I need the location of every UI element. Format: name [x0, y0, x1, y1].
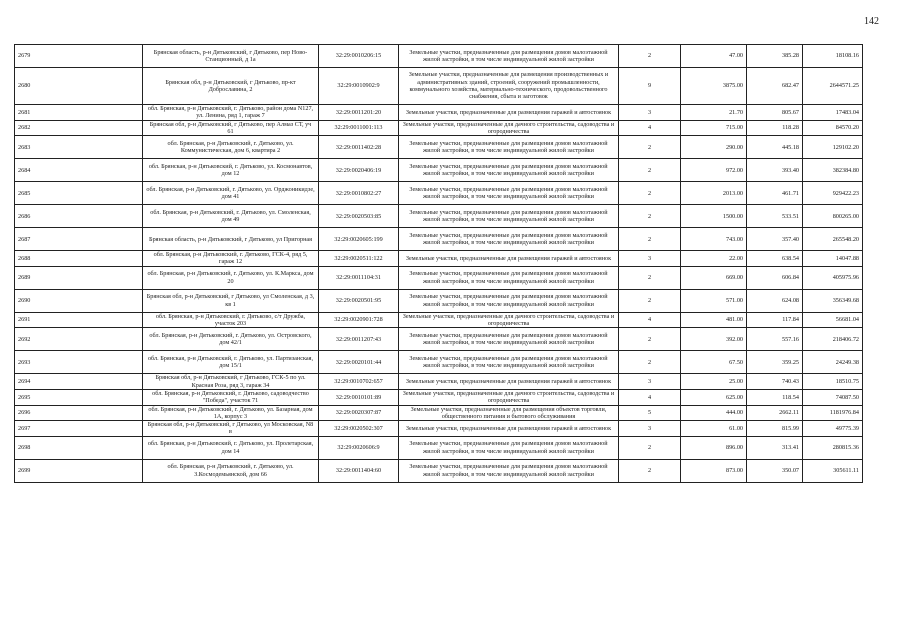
cadastral-number-cell: 32:29:0010206:15	[319, 45, 399, 68]
category-cell: 5	[619, 405, 681, 421]
page-number: 142	[864, 16, 879, 27]
row-number: 2691	[15, 312, 143, 328]
area-cell: 3875.00	[681, 68, 747, 105]
land-use-cell: Земельные участки, предназначенные для размещения домов малоэтажной жилой застройки, в том числе индивидуальной жилой застройки	[399, 159, 619, 182]
cadastral-number-cell: 32:29:0020901:728	[319, 312, 399, 328]
cadastral-number-cell: 32:29:0010802:27	[319, 182, 399, 205]
address-cell: обл. Брянская, р-н Дятьковский, г. Дятьково, садоводчество "Победа", участок 71	[143, 389, 319, 405]
row-number: 2680	[15, 68, 143, 105]
table-row	[15, 266, 863, 289]
specific-value-cell: 740.43	[747, 374, 803, 390]
cadastral-value-cell: 49775.39	[803, 421, 863, 437]
cadastral-number-cell: 32:29:0011402:28	[319, 136, 399, 159]
address-cell: Брянская обл, р-н Дятьковский, г Дятьково, ГСК-5 по ул. Красная Роза, ряд 3, гараж 34	[143, 374, 319, 390]
area-cell: 625.00	[681, 389, 747, 405]
row-number: 2686	[15, 205, 143, 228]
cadastral-number-cell: 32:29:0010702:657	[319, 374, 399, 390]
area-cell: 47.00	[681, 45, 747, 68]
address-cell: обл. Брянская, р-н Дятьковский, г. Дятьково, ул. Смоленская, дом 49	[143, 205, 319, 228]
cadastral-number-cell: 32:29:0011201:20	[319, 105, 399, 121]
area-cell: 392.00	[681, 328, 747, 351]
area-cell: 669.00	[681, 266, 747, 289]
table-row	[15, 228, 863, 251]
land-use-cell: Земельные участки, предназначенные для дачного строительства, садоводства и огородничества	[399, 120, 619, 136]
category-cell: 2	[619, 266, 681, 289]
category-cell: 3	[619, 374, 681, 390]
category-cell: 2	[619, 436, 681, 459]
cadastral-number-cell: 32:29:0020101:44	[319, 351, 399, 374]
address-cell: Брянская область, р-н Дятьковский, г Дятьково, пер Ново-Станционный, д 1а	[143, 45, 319, 68]
specific-value-cell: 682.47	[747, 68, 803, 105]
row-number: 2684	[15, 159, 143, 182]
specific-value-cell: 445.18	[747, 136, 803, 159]
area-cell: 1500.00	[681, 205, 747, 228]
category-cell: 2	[619, 205, 681, 228]
specific-value-cell: 118.54	[747, 389, 803, 405]
cadastral-number-cell: 32:29:0011207:43	[319, 328, 399, 351]
cadastral-number-cell: 32:29:0020502:307	[319, 421, 399, 437]
land-use-cell: Земельные участки, предназначенные для размещения домов малоэтажной жилой застройки, в том числе индивидуальной жилой застройки	[399, 136, 619, 159]
table-row	[15, 205, 863, 228]
land-use-cell: Земельные участки, предназначенные для размещения домов малоэтажной жилой застройки, в том числе индивидуальной жилой застройки	[399, 266, 619, 289]
address-cell: Брянская обл, р-н Дятьковский, г Дятьково, ул Смоленская, д 3, кв 1	[143, 289, 319, 312]
address-cell: Брянская обл, р-н Дятьковский, г Дятьково, пер Алмаз СТ, уч 61	[143, 120, 319, 136]
specific-value-cell: 461.71	[747, 182, 803, 205]
table-row	[15, 328, 863, 351]
table-row	[15, 374, 863, 390]
cadastral-value-cell: 56681.04	[803, 312, 863, 328]
cadastral-value-cell: 382384.80	[803, 159, 863, 182]
address-cell: Брянская область, р-н Дятьковский, г Дятьково, ул Пригорная	[143, 228, 319, 251]
cadastral-number-cell: 32:29:0011404:60	[319, 459, 399, 482]
table-row	[15, 68, 863, 105]
cadastral-value-cell: 1181976.84	[803, 405, 863, 421]
category-cell: 2	[619, 289, 681, 312]
specific-value-cell: 606.84	[747, 266, 803, 289]
land-use-cell: Земельные участки, предназначенные для размещения домов малоэтажной жилой застройки, в том числе индивидуальной жилой застройки	[399, 45, 619, 68]
address-cell: обл. Брянская, р-н Дятьковский, г. Дятьково, ул. Пролетарская, дом 14	[143, 436, 319, 459]
category-cell: 2	[619, 228, 681, 251]
land-use-cell: Земельные участки, предназначенные для размещения гаражей и автостоянок	[399, 251, 619, 267]
row-number: 2687	[15, 228, 143, 251]
row-number: 2694	[15, 374, 143, 390]
land-use-cell: Земельные участки, предназначенные для размещения домов малоэтажной жилой застройки, в том числе индивидуальной жилой застройки	[399, 228, 619, 251]
area-cell: 896.00	[681, 436, 747, 459]
land-use-cell: Земельные участки, предназначенные для размещения домов малоэтажной жилой застройки, в том числе индивидуальной жилой застройки	[399, 459, 619, 482]
land-use-cell: Земельные участки, предназначенные для размещения домов малоэтажной жилой застройки, в том числе индивидуальной жилой застройки	[399, 289, 619, 312]
specific-value-cell: 393.40	[747, 159, 803, 182]
row-number: 2679	[15, 45, 143, 68]
table-row	[15, 459, 863, 482]
cadastral-number-cell: 32:29:0010902:9	[319, 68, 399, 105]
land-use-cell: Земельные участки, предназначенные для дачного строительства, садоводства и огородничества	[399, 389, 619, 405]
cadastral-value-cell: 280815.36	[803, 436, 863, 459]
row-number: 2693	[15, 351, 143, 374]
cadastral-number-cell: 32:29:0020511:122	[319, 251, 399, 267]
address-cell: Брянская обл, р-н Дятьковский, г Дятьково, ул Московская, N8 в	[143, 421, 319, 437]
table-row	[15, 389, 863, 405]
table-row	[15, 436, 863, 459]
table-row	[15, 405, 863, 421]
land-use-cell: Земельные участки, предназначенные для размещения гаражей и автостоянок	[399, 421, 619, 437]
category-cell: 3	[619, 105, 681, 121]
table-row	[15, 312, 863, 328]
table-row	[15, 105, 863, 121]
area-cell: 571.00	[681, 289, 747, 312]
area-cell: 481.00	[681, 312, 747, 328]
cadastral-number-cell: 32:29:0020605:199	[319, 228, 399, 251]
table-row	[15, 120, 863, 136]
address-cell: обл. Брянская, р-н Дятьковский, г. Дятьково, район дома N127, ул. Ленина, ряд 1, гараж 7	[143, 105, 319, 121]
specific-value-cell: 638.54	[747, 251, 803, 267]
cadastral-number-cell: 32:29:0020606:9	[319, 436, 399, 459]
row-number: 2689	[15, 266, 143, 289]
address-cell: обл. Брянская, р-н Дятьковский, г. Дятьково, ул. Островского, дом 42/1	[143, 328, 319, 351]
category-cell: 4	[619, 389, 681, 405]
area-cell: 715.00	[681, 120, 747, 136]
cadastral-value-cell: 129102.20	[803, 136, 863, 159]
area-cell: 67.50	[681, 351, 747, 374]
cadastral-number-cell: 32:29:0020406:19	[319, 159, 399, 182]
land-use-cell: Земельные участки, предназначенные для размещения объектов торговли, общественного питания и бытового обслуживания	[399, 405, 619, 421]
land-use-cell: Земельные участки, предназначенные для размещения домов малоэтажной жилой застройки, в том числе индивидуальной жилой застройки	[399, 205, 619, 228]
row-number: 2688	[15, 251, 143, 267]
table-row	[15, 159, 863, 182]
address-cell: обл. Брянская, р-н Дятьковский, г. Дятьково, ул. Партизанская, дом 15/1	[143, 351, 319, 374]
area-cell: 290.00	[681, 136, 747, 159]
land-use-cell: Земельные участки, предназначенные для размещения домов малоэтажной жилой застройки, в том числе индивидуальной жилой застройки	[399, 182, 619, 205]
specific-value-cell: 624.08	[747, 289, 803, 312]
area-cell: 21.70	[681, 105, 747, 121]
category-cell: 2	[619, 45, 681, 68]
land-use-cell: Земельные участки, предназначенные для размещения домов малоэтажной жилой застройки, в том числе индивидуальной жилой застройки	[399, 351, 619, 374]
row-number: 2681	[15, 105, 143, 121]
table-row	[15, 421, 863, 437]
specific-value-cell: 805.67	[747, 105, 803, 121]
table-row	[15, 351, 863, 374]
area-cell: 25.00	[681, 374, 747, 390]
cadastral-value-cell: 18510.75	[803, 374, 863, 390]
specific-value-cell: 117.84	[747, 312, 803, 328]
cadastral-value-cell: 2644571.25	[803, 68, 863, 105]
cadastral-number-cell: 32:29:0010101:89	[319, 389, 399, 405]
area-cell: 61.00	[681, 421, 747, 437]
cadastral-value-cell: 24249.38	[803, 351, 863, 374]
specific-value-cell: 313.41	[747, 436, 803, 459]
cadastral-number-cell: 32:29:0020307:87	[319, 405, 399, 421]
land-use-cell: Земельные участки, предназначенные для размещения гаражей и автостоянок	[399, 374, 619, 390]
specific-value-cell: 350.07	[747, 459, 803, 482]
specific-value-cell: 357.40	[747, 228, 803, 251]
cadastral-value-cell: 405975.96	[803, 266, 863, 289]
cadastral-number-cell: 32:29:0020501:95	[319, 289, 399, 312]
category-cell: 2	[619, 182, 681, 205]
cadastral-value-cell: 265548.20	[803, 228, 863, 251]
cadastral-number-cell: 32:29:0011104:31	[319, 266, 399, 289]
specific-value-cell: 385.28	[747, 45, 803, 68]
area-cell: 22.00	[681, 251, 747, 267]
specific-value-cell: 359.25	[747, 351, 803, 374]
land-use-cell: Земельные участки, предназначенные для размещения домов малоэтажной жилой застройки, в том числе индивидуальной жилой застройки	[399, 328, 619, 351]
row-number: 2698	[15, 436, 143, 459]
land-use-cell: Земельные участки, предназначенные для размещения гаражей и автостоянок	[399, 105, 619, 121]
row-number: 2682	[15, 120, 143, 136]
row-number: 2690	[15, 289, 143, 312]
cadastral-value-cell: 305611.11	[803, 459, 863, 482]
address-cell: обл. Брянская, р-н Дятьковский, г. Дятьково, ГСК-4, ряд 5, гараж 12	[143, 251, 319, 267]
category-cell: 3	[619, 421, 681, 437]
cadastral-value-cell: 84570.20	[803, 120, 863, 136]
category-cell: 2	[619, 136, 681, 159]
land-use-cell: Земельные участки, предназначенные для размещения домов малоэтажной жилой застройки, в том числе индивидуальной жилой застройки	[399, 436, 619, 459]
address-cell: обл. Брянская, р-н Дятьковский, г. Дятьково, ул. К.Маркса, дом 20	[143, 266, 319, 289]
row-number: 2695	[15, 389, 143, 405]
row-number: 2697	[15, 421, 143, 437]
category-cell: 2	[619, 351, 681, 374]
row-number: 2685	[15, 182, 143, 205]
row-number: 2692	[15, 328, 143, 351]
category-cell: 2	[619, 328, 681, 351]
area-cell: 743.00	[681, 228, 747, 251]
area-cell: 444.00	[681, 405, 747, 421]
table-row	[15, 289, 863, 312]
cadastral-value-cell: 17483.04	[803, 105, 863, 121]
land-registry-table	[14, 44, 863, 483]
specific-value-cell: 2662.11	[747, 405, 803, 421]
cadastral-value-cell: 929422.23	[803, 182, 863, 205]
area-cell: 873.00	[681, 459, 747, 482]
address-cell: обл. Брянская, р-н Дятьковский, г. Дятьково, ул. Космонавтов, дом 12	[143, 159, 319, 182]
address-cell: обл. Брянская, р-н Дятьковский, г. Дятьково, ул. Орджоникидзе, дом 41	[143, 182, 319, 205]
cadastral-value-cell: 356349.68	[803, 289, 863, 312]
row-number: 2683	[15, 136, 143, 159]
table-row	[15, 136, 863, 159]
address-cell: обл. Брянская, р-н Дятьковский, г. Дятьково, ул. З.Космодемьянской, дом 66	[143, 459, 319, 482]
specific-value-cell: 118.28	[747, 120, 803, 136]
cadastral-value-cell: 14047.88	[803, 251, 863, 267]
category-cell: 3	[619, 251, 681, 267]
address-cell: Брянская обл, р-н Дятьковский, г Дятьково, пр-кт Доброславина, 2	[143, 68, 319, 105]
row-number: 2699	[15, 459, 143, 482]
category-cell: 2	[619, 159, 681, 182]
specific-value-cell: 557.16	[747, 328, 803, 351]
cadastral-value-cell: 800265.00	[803, 205, 863, 228]
table-row	[15, 45, 863, 68]
row-number: 2696	[15, 405, 143, 421]
address-cell: обл. Брянская, р-н Дятьковский, г. Дятьково, ул. Коммунистическая, дом 6, квартира 2	[143, 136, 319, 159]
area-cell: 2013.00	[681, 182, 747, 205]
area-cell: 972.00	[681, 159, 747, 182]
category-cell: 4	[619, 120, 681, 136]
cadastral-value-cell: 218406.72	[803, 328, 863, 351]
table-row	[15, 182, 863, 205]
land-use-cell: Земельные участки, предназначенные для размещения производственных и административных зданий, строений, сооружений промышленности, коммунального хозяйства, материально-технического, продовольственного снабжения, сбыта и заготовок	[399, 68, 619, 105]
category-cell: 4	[619, 312, 681, 328]
cadastral-number-cell: 32:29:0020503:85	[319, 205, 399, 228]
address-cell: обл. Брянская, р-н Дятьковский, г. Дятьково, с/т Дружба, участок 203	[143, 312, 319, 328]
cadastral-value-cell: 18108.16	[803, 45, 863, 68]
address-cell: обл. Брянская, р-н Дятьковский, г. Дятьково, ул. Базарная, дом 1А, корпус 3	[143, 405, 319, 421]
table-row	[15, 251, 863, 267]
cadastral-value-cell: 74087.50	[803, 389, 863, 405]
land-use-cell: Земельные участки, предназначенные для дачного строительства, садоводства и огородничества	[399, 312, 619, 328]
specific-value-cell: 815.99	[747, 421, 803, 437]
cadastral-number-cell: 32:29:0011001:113	[319, 120, 399, 136]
category-cell: 9	[619, 68, 681, 105]
category-cell: 2	[619, 459, 681, 482]
specific-value-cell: 533.51	[747, 205, 803, 228]
